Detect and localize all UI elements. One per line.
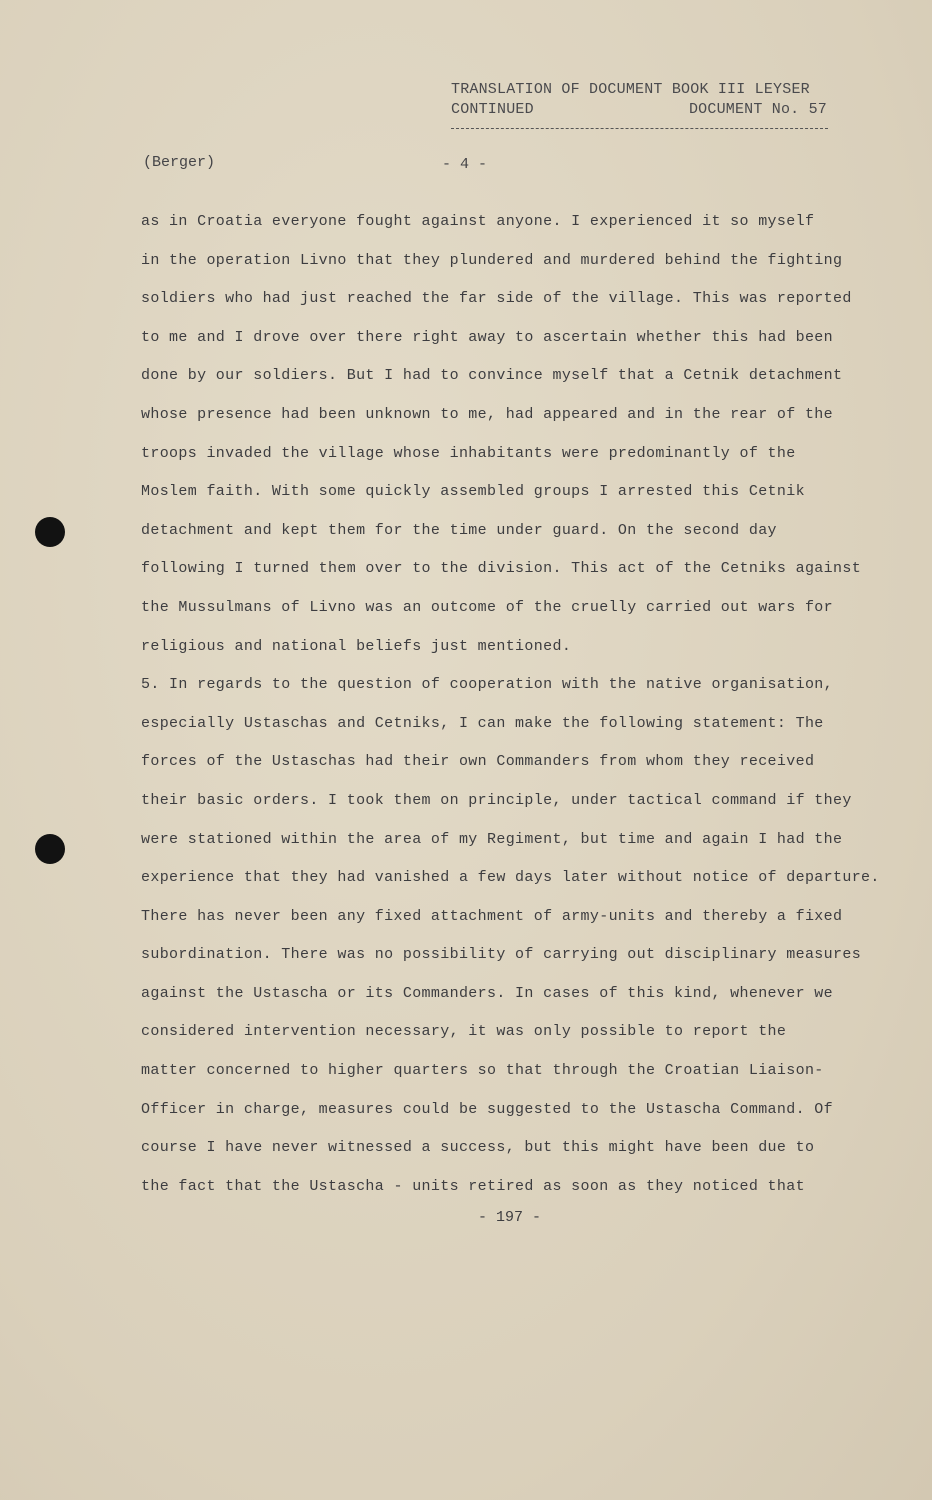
- text-line: their basic orders. I took them on principle, under tactical command if they: [141, 791, 852, 809]
- punch-hole: [35, 834, 65, 864]
- text-line: against the Ustascha or its Commanders. In cases of this kind, whenever we: [141, 984, 834, 1002]
- header-document-number: DOCUMENT No. 57: [688, 101, 827, 118]
- header-continued: CONTINUED: [451, 101, 534, 118]
- page-number: - 4 -: [442, 156, 488, 173]
- text-line: There has never been any fixed attachment of army-units and thereby a fixed: [141, 907, 843, 925]
- text-line: following I turned them over to the division. This act of the Cetniks against: [141, 560, 862, 578]
- text-line: detachment and kept them for the time under guard. On the second day: [141, 521, 777, 539]
- text-line: religious and national beliefs just mentioned.: [141, 637, 572, 655]
- defendant-name: (Berger): [143, 154, 216, 171]
- text-line: as in Croatia everyone fought against anyone. I experienced it so myself: [141, 213, 815, 230]
- body-text: [141, 212, 880, 1215]
- punch-hole: [35, 517, 65, 547]
- footer-page-number: - 197 -: [478, 1209, 542, 1226]
- text-line: 5. In regards to the question of cooperation with the native organisation,: [141, 676, 834, 694]
- header-subline: [451, 100, 827, 120]
- text-line: troops invaded the village whose inhabitants were predominantly of the: [141, 444, 796, 462]
- text-line: considered intervention necessary, it was only possible to report the: [141, 1023, 787, 1041]
- text-line: subordination. There was no possibility of carrying out disciplinary measures: [141, 946, 862, 964]
- text-line: course I have never witnessed a success, but this might have been due to: [141, 1139, 815, 1157]
- text-line: Moslem faith. With some quickly assembled groups I arrested this Cetnik: [141, 483, 805, 501]
- text-line: experience that they had vanished a few days later without notice of departure.: [141, 869, 880, 887]
- text-line: forces of the Ustaschas had their own Commanders from whom they received: [141, 753, 815, 771]
- text-line: soldiers who had just reached the far side of the village. This was reported: [141, 290, 852, 308]
- text-line: whose presence had been unknown to me, had appeared and in the rear of the: [141, 405, 834, 423]
- text-line: especially Ustaschas and Cetniks, I can make the following statement: The: [141, 714, 824, 732]
- text-line: the Mussulmans of Livno was an outcome of the cruelly carried out wars for: [141, 598, 834, 616]
- text-line: in the operation Livno that they plundered and murdered behind the fighting: [141, 251, 843, 269]
- text-line: to me and I drove over there right away to ascertain whether this had been: [141, 328, 834, 346]
- text-line: done by our soldiers. But I had to convince myself that a Cetnik detachment: [141, 367, 843, 385]
- text-line: were stationed within the area of my Regiment, but time and again I had the: [141, 830, 843, 848]
- document-header: [451, 80, 831, 120]
- text-line: Officer in charge, measures could be suggested to the Ustascha Command. Of: [141, 1100, 834, 1118]
- header-title: TRANSLATION OF DOCUMENT BOOK III LEYSER: [451, 81, 810, 98]
- text-line: the fact that the Ustascha - units retired as soon as they noticed that: [141, 1177, 805, 1195]
- header-divider: [451, 128, 828, 129]
- text-line: matter concerned to higher quarters so that through the Croatian Liaison-: [141, 1062, 824, 1080]
